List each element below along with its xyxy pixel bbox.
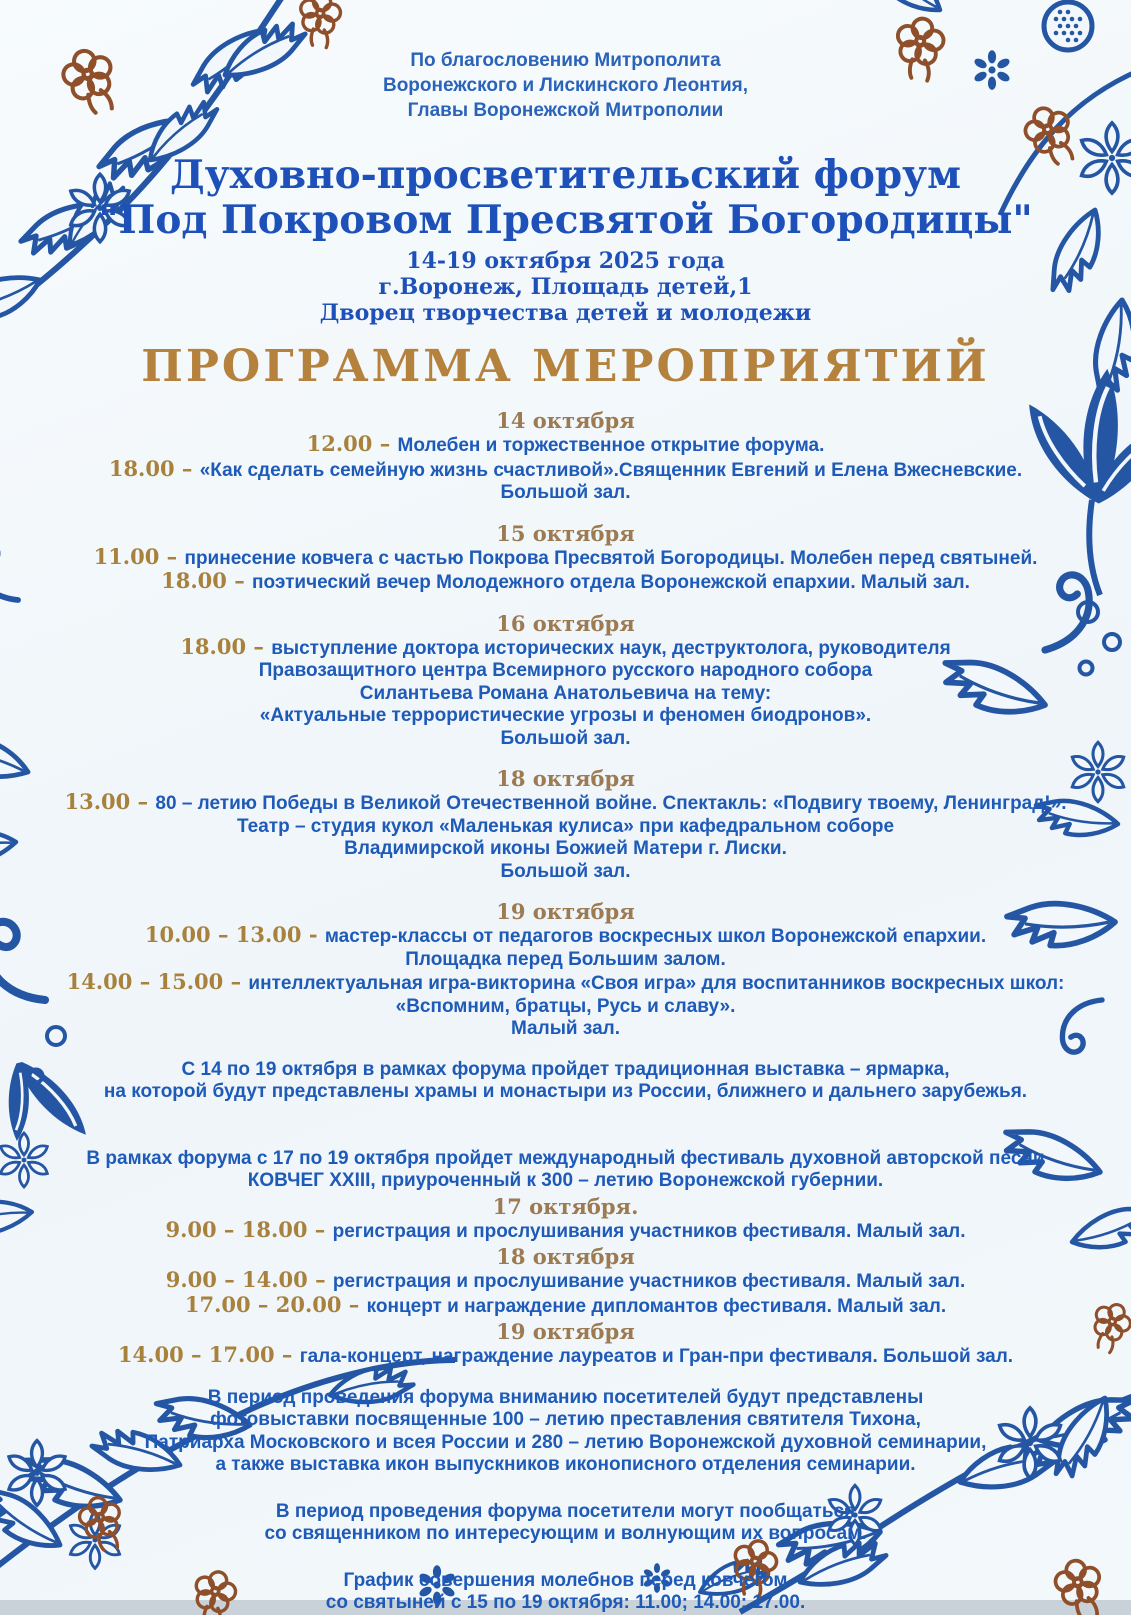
blessing-line: По благословению Митрополита [410,50,721,71]
paragraph-line: а также выставка икон выпускников иконописного отделения семинарии. [215,1454,916,1475]
event-line [0,433,1131,458]
event-text: выступление доктора исторических наук, деструктолога, руководителя [271,637,951,659]
paragraph-line: Патриарха Московского и всея России и 280 – летию Воронежской духовной семинарии, [144,1431,987,1453]
event-text: концерт и награждение дипломантов фестиваля. Малый зал. [366,1295,947,1317]
paragraph-line: со святыней с 15 по 19 октября: 11.00; 14.00; 17.00. [325,1592,806,1613]
date-heading: 16 октября [496,610,635,636]
event-line [0,660,1131,683]
event-text: Силантьева Романа Анатольевича на тему: [359,682,772,704]
forum-title-line: "Под Покровом Пресвятой Богородицы" [98,197,1033,243]
event-line [0,683,1131,706]
date-heading: 14 октября [496,408,635,433]
event-time: 18.00 – [180,633,272,659]
date-heading: 17 октября. [492,1193,639,1219]
info-paragraph [0,1501,1131,1546]
event-text: мастер-классы от педагогов воскресных школ Воронежской епархии. [324,926,987,947]
event-details [0,248,1131,326]
paragraph-line: фотовыставки посвященные 100 – летию преставления святителя Тихона, [210,1409,921,1430]
event-line [0,1291,1131,1319]
info-paragraph [0,1148,1131,1193]
event-text: Большой зал. [500,727,631,749]
event-details-line: 14-19 октября 2025 года [406,248,725,274]
paragraph-line: на которой будут представлены храмы и монастыри из России, ближнего и дальнего зарубежья. [103,1081,1028,1102]
program-heading: ПРОГРАММА МЕРОПРИЯТИЙ [141,341,990,392]
event-time: 9.00 – 14.00 – [165,1267,333,1292]
paragraph-line: График совершения молебнов перед ковчегом [343,1569,788,1591]
event-line [0,728,1131,751]
event-text: принесение ковчега с частью Покрова Пресвятой Богородицы. Молебен перед святыней. [184,547,1038,569]
info-paragraph [0,1387,1131,1477]
paragraph-line: В период проведения форума вниманию посетителей будут представлены [207,1386,924,1408]
event-text: поэтический вечер Молодежного отдела Воронежской епархии. Малый зал. [252,572,970,593]
paragraph-line: КОВЧЕГ XXIII, приуроченный к 300 – летию Воронежской губернии. [247,1170,884,1191]
event-text: «Как сделать семейную жизнь счастливой».Священник Евгений и Елена Вжесневские. [199,459,1023,481]
event-time: 11.00 – [93,543,185,569]
event-line [0,861,1131,884]
event-time: 18.00 – [108,455,200,481]
event-text: интеллектуальная игра-викторина «Своя игра» для воспитанников воскресных школ: [248,973,1065,994]
event-line [0,791,1131,816]
event-time: 10.00 – 13.00 - [144,922,325,947]
date-heading: 19 октября [496,1319,635,1344]
info-paragraph [0,1059,1131,1104]
event-text: Правозащитного центра Всемирного русского народного собора [258,660,873,681]
event-text: «Вспомним, братцы, Русь и славу». [395,995,736,1017]
date-heading: 18 октября [496,766,635,791]
event-text: Большой зал. [500,860,631,882]
event-text: Театр – студия кукол «Маленькая кулиса» при кафедральном соборе [236,815,895,837]
event-line [0,570,1131,595]
event-line [0,1018,1131,1041]
event-text: 80 – летию Победы в Великой Отечественной войне. Спектакль: «Подвигу твоему, Ленинград!». [155,793,1067,814]
date-heading: 18 октября [496,1244,635,1269]
event-line [0,971,1131,996]
event-line [0,455,1131,483]
paragraph-line: со священником по интересующим и волнующим их вопросам. [264,1523,867,1544]
date-heading: 19 октября [496,899,635,924]
event-line [0,949,1131,972]
event-line [0,996,1131,1019]
event-time: 12.00 – [306,431,398,456]
event-line [0,1344,1131,1369]
event-line [0,816,1131,839]
event-line [0,705,1131,728]
event-line [0,543,1131,571]
event-details-line: Дворец творчества детей и молодежи [319,300,812,326]
event-time: 14.00 – 15.00 – [66,969,249,994]
event-line [0,1216,1131,1244]
event-time: 9.00 – 18.00 – [165,1216,333,1242]
event-text: Молебен и торжественное открытие форума. [397,435,825,456]
event-line [0,633,1131,661]
forum-title-line: Духовно-просветительский форум [170,152,961,198]
paragraph-line: В рамках форума с 17 по 19 октября пройдет международный фестиваль духовной авторской песни [86,1147,1045,1169]
event-time: 18.00 – [161,568,253,593]
event-text: Большой зал. [500,482,631,503]
event-details-line: г.Воронеж, Площадь детей,1 [378,274,753,300]
date-heading: 15 октября [496,520,635,546]
event-time: 17.00 – 20.00 – [184,1291,367,1317]
event-line [0,924,1131,949]
event-text: Малый зал. [511,1018,620,1039]
event-time: 14.00 – 17.00 – [117,1342,300,1367]
event-text: регистрация и прослушивание участников фестиваля. Малый зал. [332,1271,966,1292]
program-schedule [0,409,1131,1615]
event-time: 13.00 – [64,789,156,814]
event-line [0,1269,1131,1294]
paragraph-line: С 14 по 19 октября в рамках форума пройдет традиционная выставка – ярмарка, [181,1058,950,1080]
event-line [0,838,1131,861]
info-paragraph [0,1570,1131,1615]
forum-title [0,153,1131,243]
event-line [0,482,1131,505]
blessing-line: Главы Воронежской Митрополии [407,100,724,121]
blessing-text [0,48,1131,123]
paragraph-line: В период проведения форума посетители могут пообщаться [275,1500,856,1522]
blessing-line: Воронежского и Лискинского Леонтия, [382,75,749,96]
event-text: гала-концерт, награждение лауреатов и Гран-при фестиваля. Большой зал. [299,1346,1014,1367]
event-text: «Актуальные террористические угрозы и феномен биодронов». [259,705,872,726]
event-text: Владимирской иконы Божией Матери г. Лиски. [344,838,787,859]
event-text: регистрация и прослушивания участников фестиваля. Малый зал. [332,1220,966,1242]
event-text: Площадка перед Большим залом. [405,948,726,970]
